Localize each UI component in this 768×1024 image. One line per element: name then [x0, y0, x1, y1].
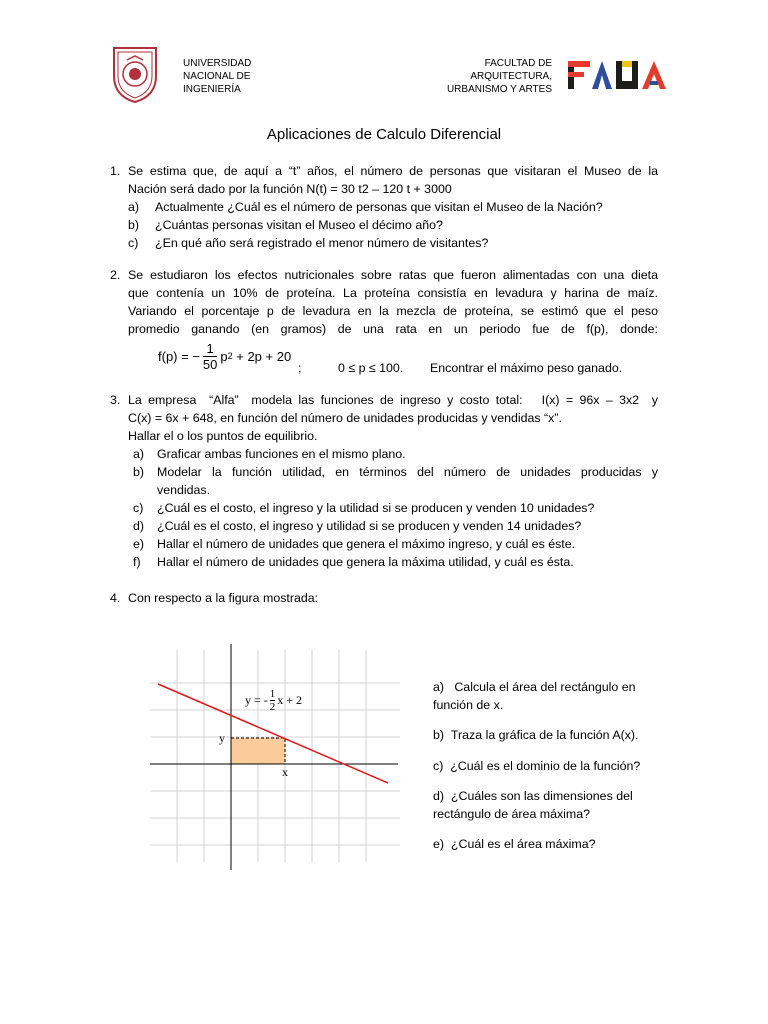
faculty-name	[440, 57, 552, 96]
fraction-numerator: 1	[269, 687, 276, 700]
item-label: e)	[433, 837, 445, 851]
faculty-line: FACULTAD DE	[484, 58, 552, 69]
problem-3-item-e: Hallar el número de unidades que genera el máximo ingreso, y cuál es éste.	[157, 537, 576, 551]
problem-1-item-a: Actualmente ¿Cuál es el número de personas que visitan el Museo de la Nación?	[155, 200, 603, 214]
faculty-line: ARQUITECTURA,	[470, 71, 552, 82]
item-label: c)	[433, 759, 444, 773]
problem-3-item-label: b)	[133, 465, 145, 479]
university-line: UNIVERSIDAD	[183, 58, 252, 69]
problem-3-item-b-cont: vendidas.	[157, 483, 211, 497]
item-text: Traza la gráfica de la función A(x).	[450, 728, 639, 742]
problem-3-item-label: c)	[133, 501, 144, 515]
page-title: Aplicaciones de Calculo Diferencial	[266, 126, 502, 143]
problem-1-item-label: b)	[128, 218, 140, 232]
formula-lhs: f(p) = −	[158, 348, 200, 364]
problem-4-item-c	[433, 757, 683, 775]
fraction-numerator: 1	[206, 340, 214, 356]
problem-3-number: 3.	[110, 393, 121, 407]
problem-1-item-label: c)	[128, 236, 139, 250]
y-label: y	[219, 731, 225, 745]
item-text: ¿Cuál es el dominio de la función?	[450, 759, 641, 773]
problem-2-line-2: que contenía un 10% de proteína. La proteína consistía en levadura y harina de maíz.	[128, 286, 658, 300]
item-text: ¿Cuáles son las dimensiones del	[450, 789, 633, 803]
problem-4-text: Con respecto a la figura mostrada:	[128, 591, 319, 605]
item-text: Calcula el área del rectángulo en	[454, 680, 636, 694]
problem-4-item-e	[433, 835, 683, 853]
item-label: d)	[433, 789, 445, 803]
problem-3-item-a: Graficar ambas funciones en el mismo plano.	[157, 447, 406, 461]
graph-svg	[150, 630, 410, 880]
equation-rhs: x + 2	[277, 692, 303, 707]
problem-3-item-c: ¿Cuál es el costo, el ingreso y la utilidad si se producen y venden 10 unidades?	[157, 501, 595, 515]
problem-3-item-label: f)	[133, 555, 141, 569]
formula-fraction	[203, 341, 217, 372]
formula-p: p	[220, 348, 228, 364]
formula-rhs: + 2p + 20	[232, 348, 292, 364]
problem-1-number: 1.	[110, 164, 121, 178]
problem-4-item-a	[433, 678, 663, 696]
problem-3-item-b: Modelar la función utilidad, en términos del número de unidades producidas y	[157, 465, 658, 479]
graph-equation	[245, 683, 302, 717]
problem-3-item-label: a)	[133, 447, 145, 461]
problem-3-item-label: d)	[133, 519, 145, 533]
problem-1-line-1: Se estima que, de aquí a “t” años, el número de personas que visitaran el Museo de la	[128, 164, 658, 178]
problem-3-line-2: C(x) = 6x + 648, en función del número de unidades producidas y vendidas “x”.	[128, 411, 562, 425]
formula-exponent: 2	[227, 351, 233, 361]
problem-3-item-label: e)	[133, 537, 145, 551]
fraction-denominator: 2	[269, 700, 276, 713]
faua-logo	[568, 61, 672, 89]
formula-semicolon: ;	[298, 361, 302, 375]
item-text: ¿Cuál es el área máxima?	[450, 837, 596, 851]
problem-3-item-d: ¿Cuál es el costo, el ingreso y utilidad si se producen y venden 14 unidades?	[157, 519, 582, 533]
problem-3-line-1: La empresa “Alfa” modela las funciones de ingreso y costo total: I(x) = 96x – 3x2 y	[128, 393, 658, 407]
shaded-rectangle	[231, 738, 285, 764]
university-line: INGENIERÍA	[183, 84, 241, 95]
problem-2-line-3: Variando el porcentaje p de levadura en la mezcla de proteína, se estimó que el peso	[128, 304, 658, 318]
item-label: b)	[433, 728, 445, 742]
problem-3-line-3: Hallar el o los puntos de equilibrio.	[128, 429, 318, 443]
problem-4-item-a-cont: función de x.	[433, 698, 504, 712]
problem-4-number: 4.	[110, 591, 121, 605]
problem-4-item-d	[433, 787, 683, 805]
fraction-denominator: 50	[202, 356, 218, 372]
faculty-line: URBANISMO Y ARTES	[446, 84, 552, 95]
problem-1-item-b: ¿Cuántas personas visitan el Museo el décimo año?	[155, 218, 443, 232]
university-line: NACIONAL DE	[183, 71, 251, 82]
function-f-of-p	[158, 338, 291, 374]
problem-1-item-c: ¿En qué año será registrado el menor número de visitantes?	[155, 236, 489, 250]
problem-2-line-1: Se estudiaron los efectos nutricionales sobre ratas que fueron alimentadas con una dieta	[128, 268, 658, 282]
graph-figure	[150, 630, 410, 880]
university-seal	[110, 44, 160, 104]
formula-domain: 0 ≤ p ≤ 100.	[338, 361, 404, 375]
problem-1-line-2: Nación será dado por la función N(t) = 30 t2 – 120 t + 3000	[128, 182, 452, 196]
problem-2-number: 2.	[110, 268, 121, 282]
x-label: x	[282, 765, 288, 779]
problem-2-task: Encontrar el máximo peso ganado.	[430, 361, 623, 375]
equation-fraction	[270, 688, 276, 713]
problem-3-item-f: Hallar el número de unidades que genera la máxima utilidad, y cuál es ésta.	[157, 555, 574, 569]
equation-lhs: y = -	[245, 692, 268, 707]
university-name	[183, 57, 251, 96]
problem-2-line-4: promedio ganando (en gramos) de una rata en un periodo fue de f(p), donde:	[128, 322, 658, 336]
problem-4-item-b	[433, 726, 683, 744]
problem-4-item-d-cont: rectángulo de área máxima?	[433, 807, 591, 821]
item-label: a)	[433, 680, 445, 694]
problem-1-item-label: a)	[128, 200, 140, 214]
